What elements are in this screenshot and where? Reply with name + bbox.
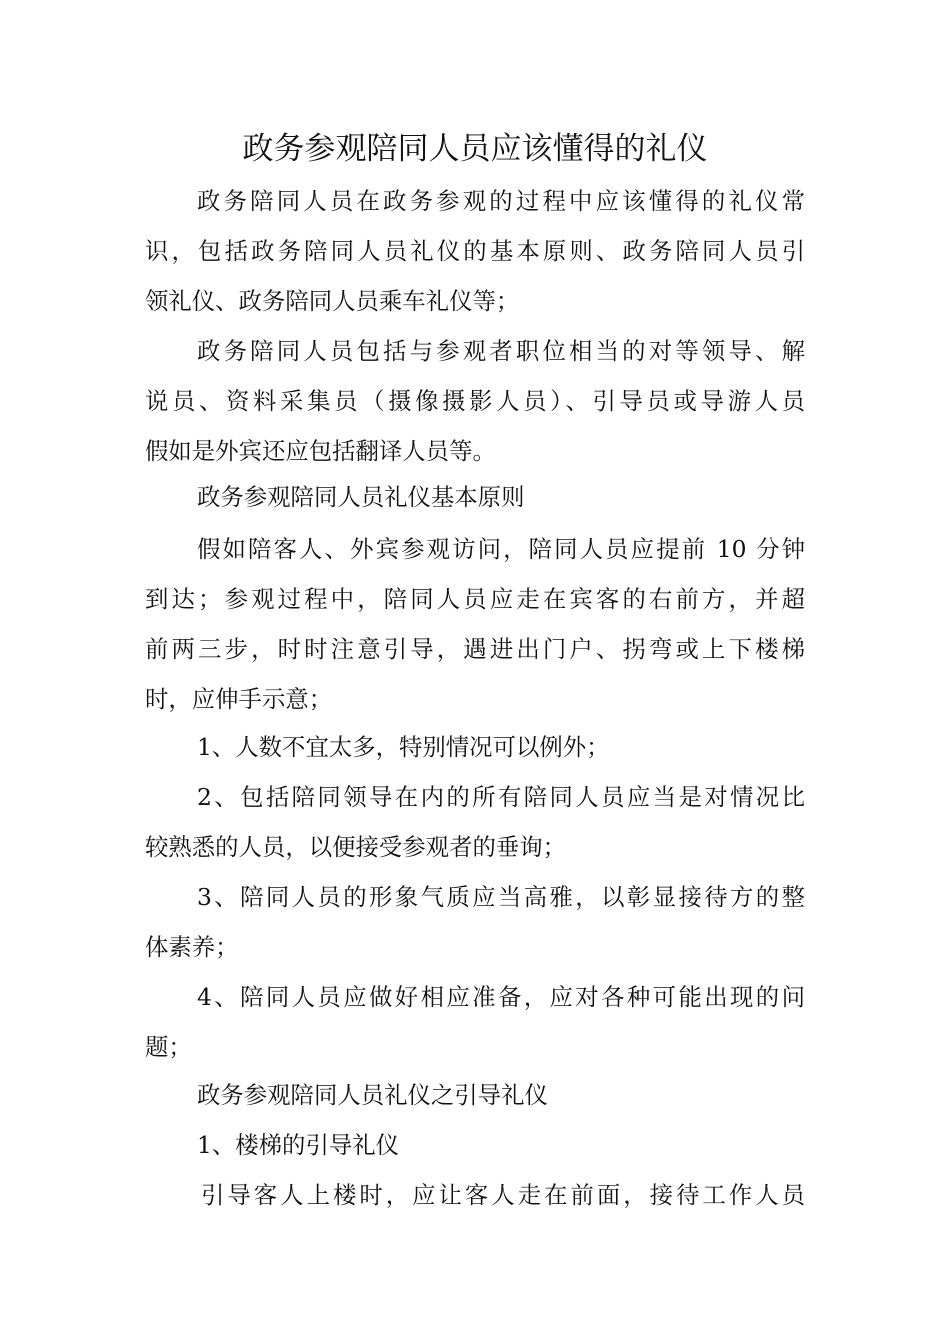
section-heading: 1、楼梯的引导礼仪 [197,1131,400,1159]
paragraph-line: 题； [145,1033,192,1061]
list-item-3 [145,872,805,972]
sub-heading-stairs [145,1120,805,1170]
document-title: 政务参观陪同人员应该懂得的礼仪 [242,131,708,167]
paragraph-line: 政务陪同人员在政务参观的过程中应该懂得的礼仪常 [197,187,805,215]
paragraph-line: 2、包括陪同领导在内的所有陪同人员应当是对情况比 [197,783,805,811]
paragraph-1 [145,176,805,326]
paragraph-line: 1、人数不宜太多，特别情况可以例外； [197,733,610,761]
section-heading-guiding-etiquette [145,1070,805,1120]
paragraph-line: 时，应伸手示意； [145,685,333,713]
paragraph-line: 说员、资料采集员（摄像摄影人员）、引导员或导游人员 [145,387,805,415]
paragraph-line: 识，包括政务陪同人员礼仪的基本原则、政务陪同人员引 [145,237,805,265]
paragraph-2 [145,326,805,476]
paragraph-line: 领礼仪、政务陪同人员乘车礼仪等； [145,287,520,315]
list-item-2 [145,772,805,872]
paragraph-line: 3、陪同人员的形象气质应当高雅，以彰显接待方的整 [197,883,805,911]
list-item-1 [145,722,805,772]
paragraph-line: 较熟悉的人员，以便接受参观者的垂询； [145,833,567,861]
paragraph-line: 前两三步，时时注意引导，遇进出门户、拐弯或上下楼梯 [145,635,805,663]
paragraph-line: 假如陪客人、外宾参观访问，陪同人员应提前 10 分钟 [197,535,805,563]
section-heading: 政务参观陪同人员礼仪之引导礼仪 [197,1081,548,1109]
paragraph-line: 政务陪同人员包括与参观者职位相当的对等领导、解 [197,337,805,365]
section-heading: 政务参观陪同人员礼仪基本原则 [197,483,525,511]
paragraph-line: 假如是外宾还应包括翻译人员等。 [145,437,496,465]
paragraph-line: 体素养； [145,933,239,961]
list-item-4 [145,972,805,1072]
paragraph-4 [145,524,805,724]
paragraph-stairs [145,1170,805,1220]
section-heading-basic-principles [145,472,805,522]
paragraph-line: 引导客人上楼时，应让客人走在前面，接待工作人员 [201,1181,805,1209]
paragraph-line: 4、陪同人员应做好相应准备，应对各种可能出现的问 [197,983,805,1011]
paragraph-line: 到达；参观过程中，陪同人员应走在宾客的右前方，并超 [145,585,805,613]
